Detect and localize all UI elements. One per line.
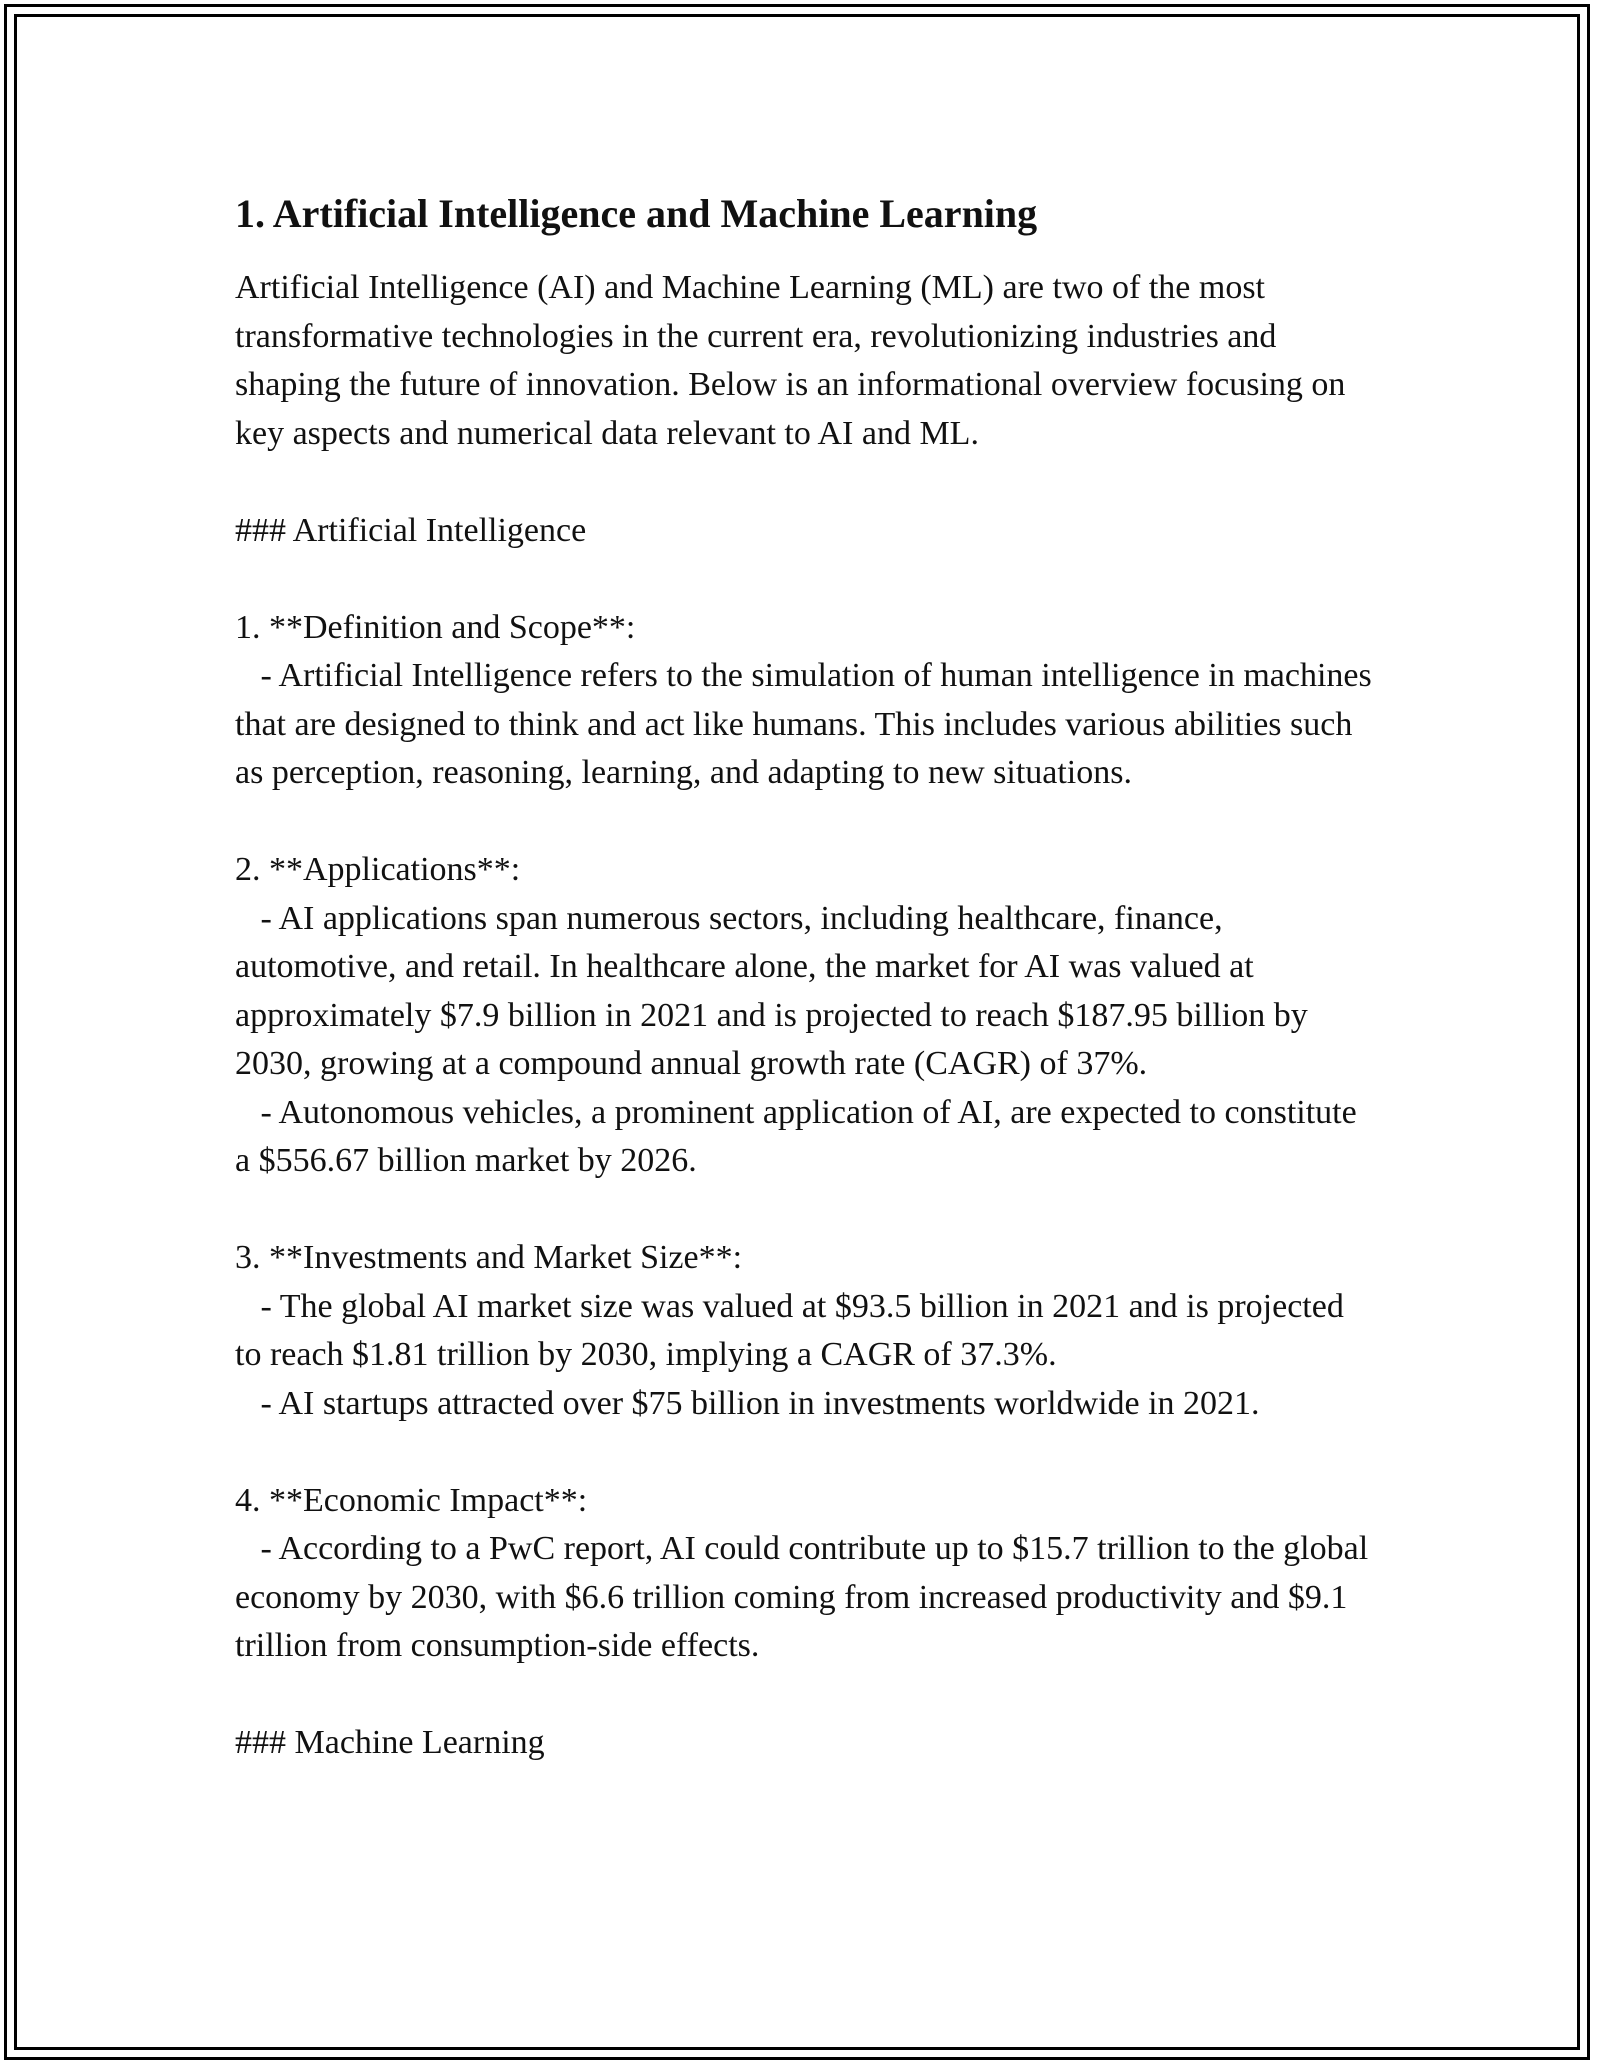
- item-bullet: - AI applications span numerous sectors, including healthcare, finance, automotive, and retail. In healthcare alone, the market for AI was valued at approximately $7.9 billion in 2021 and is projected to reach $187.95 billion by 2030, growing at a compound annual growth rate (CAGR) of 37%.: [235, 899, 1317, 1082]
- item-heading-applications: 2. **Applications**:: [235, 851, 521, 888]
- spacer: [235, 555, 1375, 604]
- spacer: [235, 798, 1375, 847]
- spacer: [235, 458, 1375, 507]
- document-body: [235, 186, 1381, 1768]
- item-heading-economic-impact: 4. **Economic Impact**:: [235, 1481, 588, 1519]
- page-title: 1. Artificial Intelligence and Machine Learning: [235, 191, 1038, 236]
- item-bullet: - Artificial Intelligence refers to the simulation of human intelligence in machines that are designed to think and act like humans. This includes various abilities such as perception, reasoning, learning, and adapting to new situations.: [235, 657, 1381, 791]
- item-heading-investments: 3. **Investments and Market Size**:: [235, 1239, 743, 1276]
- spacer: [235, 1186, 1375, 1235]
- spacer: [235, 1671, 1375, 1720]
- item-bullet: - According to a PwC report, AI could contribute up to $15.7 trillion to the global economy by 2030, with $6.6 trillion coming from increased productivity and $9.1 trillion from consumption-side effects.: [235, 1530, 1377, 1664]
- spacer: [235, 1428, 1375, 1477]
- item-bullet: - Autonomous vehicles, a prominent application of AI, are expected to constitute a $556.67 billion market by 2026.: [235, 1093, 1366, 1179]
- section-heading-ai: ### Artificial Intelligence: [235, 511, 587, 549]
- item-bullet: - AI startups attracted over $75 billion in investments worldwide in 2021.: [235, 1384, 1260, 1422]
- intro-paragraph: Artificial Intelligence (AI) and Machine Learning (ML) are two of the most transformative technologies in the current era, revolutionizing industries and shaping the future of innovation. Below is an informational overview focusing on key aspects and numerical data relevant to AI and ML.: [235, 269, 1354, 452]
- item-bullet: - The global AI market size was valued at $93.5 billion in 2021 and is projected to reach $1.81 trillion by 2030, implying a CAGR of 37.3%.: [235, 1287, 1353, 1373]
- item-heading-definition: 1. **Definition and Scope**:: [235, 608, 636, 646]
- section-heading-ml: ### Machine Learning: [235, 1724, 545, 1761]
